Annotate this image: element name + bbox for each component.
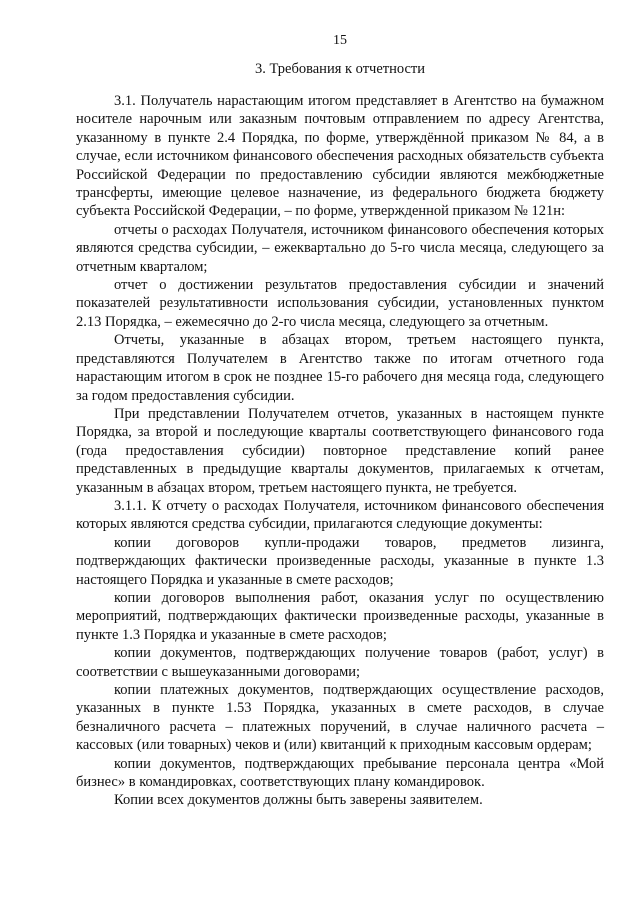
paragraph-annual-reports: Отчеты, указанные в абзацах втором, третьем настоящего пункта, представляются Получателем в Агентство также по итогам отчетного года нарастающим итогом в срок не позднее 15-го рабочего дня месяца года, следующего за годом предоставления субсидии.: [76, 332, 604, 404]
paragraph-receipt-documents: копии документов, подтверждающих получение товаров (работ, услуг) в соответствии с вышеуказанными договорами;: [76, 645, 604, 680]
paragraph-results-report: отчет о достижении результатов предоставления субсидии и значений показателей результативности использования субсидии, установленных пунктом 2.13 Порядка, – ежемесячно до 2-го числа месяца, следующего за отчетным.: [76, 277, 604, 330]
section-title: 3. Требования к отчетности: [254, 61, 426, 77]
page-number: 15: [333, 33, 347, 48]
paragraph-business-trips: копии документов, подтверждающих пребывание персонала центра «Мой бизнес» в командировках, соответствующих плану командировок.: [76, 755, 604, 791]
paragraph-purchase-contracts: копии договоров купли-продажи товаров, предметов лизинга, подтверждающих фактически произведенные расходы, указанные в пункте 1.3 настоящего Порядка и указанные в смете расходов;: [76, 534, 604, 588]
paragraph-repeat-submission: При представлении Получателем отчетов, указанных в настоящем пункте Порядка, за второй и последующие кварталы соответствующего финансового года (года предоставления субсидии) повторное представление копий ранее представленных в предыдущие кварталы документов, прилагаемых к отчетам, указанным в абзацах втором, третьем настоящего пункта, не требуется.: [76, 405, 604, 496]
paragraph-expense-reports: отчеты о расходах Получателя, источником финансового обеспечения которых являются средства субсидии, – ежеквартально до 5-го числа месяца, следующего за отчетным кварталом;: [76, 221, 604, 275]
paragraph-certification: Копии всех документов должны быть заверены заявителем.: [114, 792, 483, 809]
document-body: [76, 92, 604, 810]
paragraph-3-1-1: 3.1.1. К отчету о расходах Получателя, источником финансового обеспечения которых являются средства субсидии, прилагаются следующие документы:: [76, 497, 604, 533]
paragraph-3-1: 3.1. Получатель нарастающим итогом представляет в Агентство на бумажном носителе нарочным или заказным почтовым отправлением по адресу Агентства, указанному в пункте 2.4 Порядка, по форме, утверждённой приказом № 84, а в случае, если источником финансового обеспечения расходных обязательств субъекта Российской Федерации по предоставлению субсидии являются межбюджетные трансферты, имеющие целевое назначение, из федерального бюджета бюджету субъекта Российской Федерации, – по форме, утвержденной приказом № 121н:: [76, 93, 604, 220]
paragraph-payment-documents: копии платежных документов, подтверждающих осуществление расходов, указанных в пункте 1.53 Порядка, указанных в смете расходов, в случае безналичного расчета – платежных поручений, в случае наличного расчета – кассовых (или товарных) чеков и (или) квитанций к приходным кассовым ордерам;: [76, 682, 604, 754]
paragraph-work-contracts: копии договоров выполнения работ, оказания услуг по осуществлению мероприятий, подтверждающих фактически произведенные расходы, указанные в пункте 1.3 Порядка и указанные в смете расходов;: [76, 589, 604, 643]
